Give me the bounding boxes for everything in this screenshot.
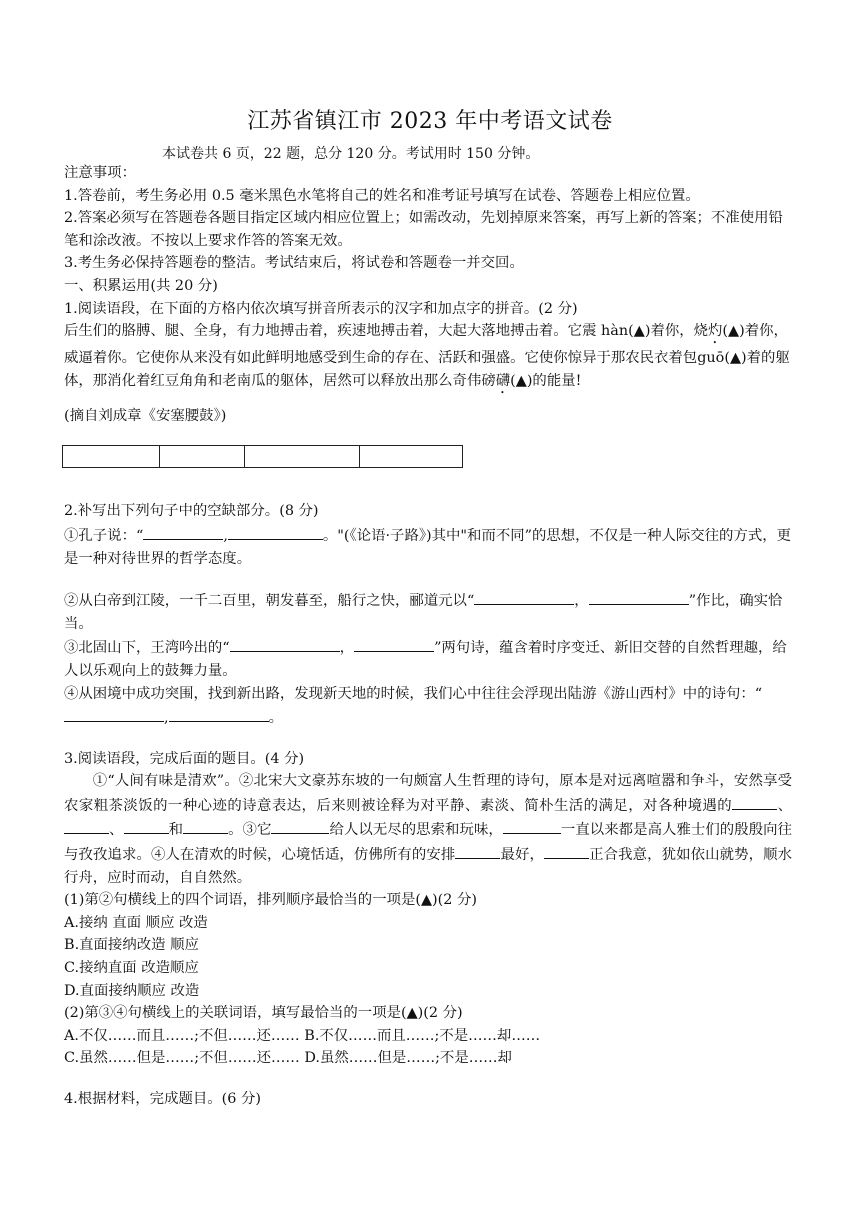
answer-cell[interactable] [160, 446, 245, 468]
fill-blank[interactable] [503, 817, 561, 834]
notice-heading: 注意事项： [64, 165, 136, 181]
q3-sep: 、 [109, 822, 124, 839]
q2-item-4-text: ④从困境中成功突围，找到新出路，发现新天地的时候，我们心中往往会浮现出陆游《游山西村》中的诗句：“ [64, 685, 763, 702]
q3-passage-text: 最好， [500, 847, 545, 864]
q2-item-4-end: 。 [268, 710, 283, 727]
fill-blank[interactable] [183, 817, 228, 834]
fill-blank[interactable] [474, 588, 574, 605]
fill-blank[interactable] [455, 842, 500, 859]
q1-line3-end: (▲)的能量! [510, 372, 582, 389]
q3-sub2-stem: (2)第③④句横线上的关联词语，填写最恰当的一项是(▲)(2 分) [64, 1005, 463, 1022]
dotted-char: 灼 [708, 323, 723, 340]
q3-passage-text: 正合我意，犹如依山就势，顺水行舟，应时而动，自自然然。 [64, 847, 792, 886]
q2-item-3-text: ③北固山下，王湾吟出的“ [64, 640, 230, 657]
dotted-char: 礴 [495, 372, 511, 389]
fill-blank[interactable] [354, 635, 434, 652]
q3-sep: 和 [168, 822, 184, 839]
page-title: 江苏省镇江市 2023 年中考语文试卷 [247, 109, 613, 134]
q2-item-2 [64, 588, 792, 635]
fill-blank[interactable] [124, 817, 169, 834]
exam-content [64, 162, 792, 1111]
q2-item-1-text: ①孔子说：“ [64, 527, 144, 544]
q3-stem: 3.阅读语段，完成后面的题目。(4 分) [64, 750, 305, 767]
answer-cell[interactable] [245, 446, 360, 468]
q3-passage-text: 。③它 [228, 822, 272, 839]
fill-blank[interactable] [64, 817, 109, 834]
q3-passage [64, 770, 792, 889]
section-heading: 一、积累运用(共 20 分) [64, 277, 218, 294]
fill-blank[interactable] [169, 705, 269, 722]
q3-sub2-options-ab[interactable]: A.不仅……而且……;不但……还…… B.不仅……而且……;不是……却…… [64, 1027, 541, 1044]
notice-item-1: 1.答卷前，考生务必用 0.5 毫米黑色水笔将自己的姓名和准考证号填写在试卷、答题卷上相应位置。 [64, 187, 700, 204]
q1-passage [64, 320, 792, 397]
fill-blank[interactable] [230, 635, 340, 652]
q2-stem: 2.补写出下列句子中的空缺部分。(8 分) [64, 503, 319, 520]
q2-item-1-comma: , [223, 527, 228, 544]
answer-cell[interactable] [63, 446, 160, 468]
fill-blank[interactable] [143, 523, 223, 540]
fill-blank[interactable] [64, 705, 164, 722]
notice-item-3: 3.考生务必保持答题卷的整洁。考试结束后，将试卷和答题卷一并交回。 [64, 255, 524, 272]
q2-item-4 [64, 683, 792, 730]
q3-sep: 、 [777, 797, 792, 814]
q1-line2: 着你，威逼着你。它使你从来没有如此鲜明地感受到生命的存在、活跃和强盛。它使你惊异于那农民衣着包 [64, 323, 788, 367]
exam-info: 本试卷共 6 页，22 题，总分 120 分。考试用时 150 分钟。 [162, 146, 540, 162]
answer-grid [62, 445, 463, 468]
q2-item-1-end: 。"(《论语·子路》)其中"和而不同”的思想，不仅是一种人际交往的方式，更是一种对待世界的哲学态度。 [64, 527, 792, 567]
fill-blank[interactable] [589, 588, 689, 605]
q2-item-2-text: ②从白帝到江陵，一千二百里，朝发暮至，船行之快，郦道元以“ [64, 593, 475, 610]
q2-item-3-comma: ， [339, 640, 355, 657]
q1-source: (摘自刘成章《安塞腰鼓》) [64, 407, 227, 424]
fill-blank[interactable] [732, 793, 777, 810]
q3-passage-text: ①“人间有味是清欢”。②北宋大文豪苏东坡的一句颇富人生哲理的诗句，原本是对远离喧嚣和争斗，安然享受农家粗茶淡饭的一种心迹的诗意表达，后来则被诠释为对平静、素淡、简朴生活的满足，对各种境遇的 [64, 773, 792, 814]
q3-sub1-stem: (1)第②句横线上的四个词语，排列顺序最恰当的一项是(▲)(2 分) [64, 892, 478, 909]
q2-item-1 [64, 523, 792, 570]
fill-blank[interactable] [271, 817, 329, 834]
q3-passage-text: 给人以无尽的思索和玩味， [329, 822, 503, 839]
q1-line3: guō(▲)着的躯体，那消化着红豆角角和老南瓜的躯体，居然可以释放出那么奇伟磅 [64, 350, 790, 389]
q2-item-3 [64, 635, 792, 682]
fill-blank[interactable] [228, 523, 323, 540]
q1-line1-end: (▲) [722, 323, 745, 340]
q4-stem: 4.根据材料，完成题目。(6 分) [64, 1091, 261, 1107]
answer-cell[interactable] [360, 446, 463, 468]
q2-item-2-comma: ， [574, 593, 589, 610]
q2-item-4-comma: , [164, 710, 169, 727]
q2-item-2-end: ”作比，确实恰当。 [64, 593, 783, 632]
q3-sub1-option-a[interactable]: A.接纳 直面 顺应 改造 [64, 914, 208, 931]
q2-item-3-end: ”两句诗，蕴含着时序变迁、新旧交替的自然哲理趣，给人以乐观向上的鼓舞力量。 [64, 640, 787, 679]
fill-blank[interactable] [544, 842, 589, 859]
q3-passage-text: 一直以来都是高人雅士们的殷殷向往与孜孜追求。④人在清欢的时候，心境恬适，仿佛所有的安排 [64, 822, 792, 864]
q3-sub1-option-d[interactable]: D.直面接纳顺应 改造 [64, 982, 200, 999]
q3-sub1-option-b[interactable]: B.直面接纳改造 顺应 [64, 937, 199, 954]
q3-sub2-options-cd[interactable]: C.虽然……但是……;不但……还…… D.虽然……但是……;不是……却 [64, 1050, 512, 1067]
q1-stem: 1.阅读语段，在下面的方格内依次填写拼音所表示的汉字和加点字的拼音。(2 分) [64, 300, 578, 317]
notice-item-2: 2.答案必须写在答题卷各题目指定区域内相应位置上；如需改动，先划掉原来答案，再写上新的答案；不准使用铅笔和涂改液。不按以上要求作答的答案无效。 [64, 210, 783, 249]
q1-line1: 后生们的胳膊、腿、全身，有力地搏击着，疾速地搏击着，大起大落地搏击着。它震 hàn(▲)着你，烧 [64, 323, 709, 340]
q3-sub1-option-c[interactable]: C.接纳直面 改造顺应 [64, 960, 199, 977]
